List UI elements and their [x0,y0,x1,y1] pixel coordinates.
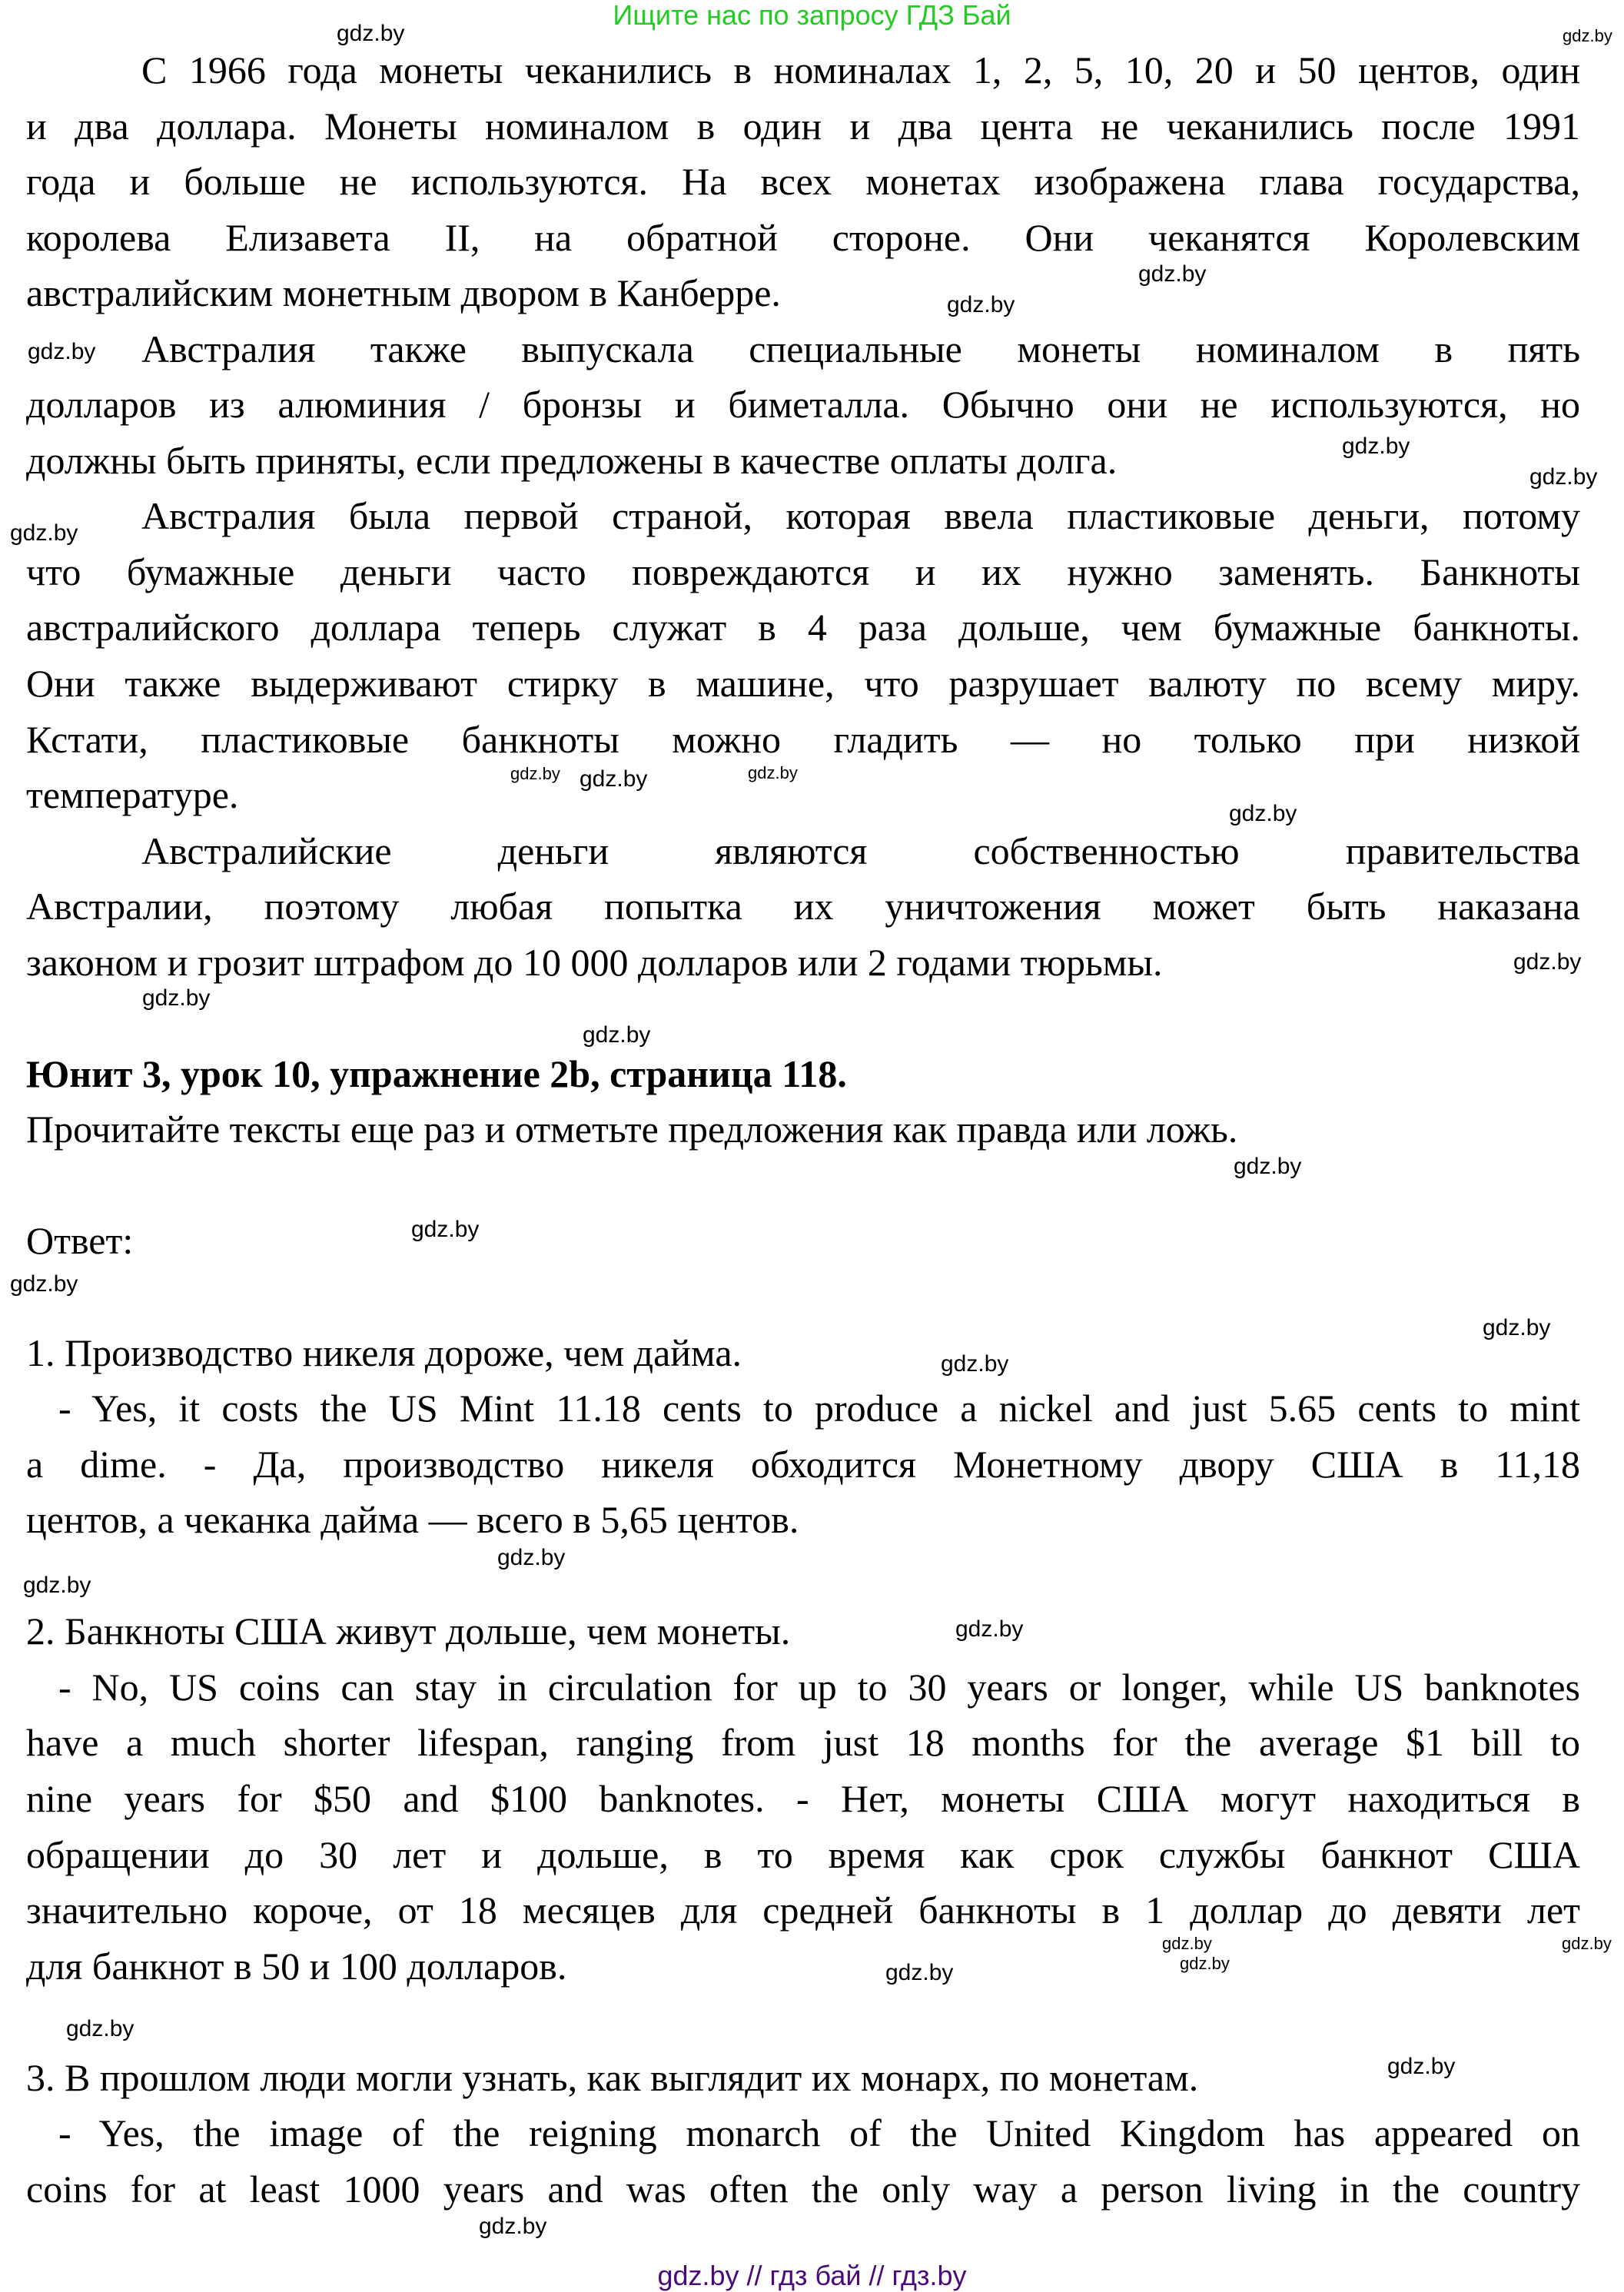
question-line: 1. Производство никеля дороже, чем дайма. [26,1330,742,1374]
answer-item-3 [26,2050,1580,2217]
watermark: gdz.by [1234,1154,1302,1179]
watermark: gdz.by [28,339,96,364]
text-line: Австралия была первой страной, которая ввела пластиковые деньги, потому [141,494,1580,538]
answer-label: Ответ: [26,1219,134,1263]
text-line: - Yes, the image of the reigning monarch of the United Kingdom has appeared on [58,2111,1580,2155]
watermark: gdz.by [1529,464,1598,490]
watermark: gdz.by [510,764,560,783]
question-line: 3. В прошлом люди могли узнать, как выглядит их монарх, по монетам. [26,2055,1199,2099]
watermark: gdz.by [411,1217,480,1242]
text-line: nine years for $50 and $100 banknotes. - Нет, монеты США могут находиться в [26,1776,1580,1820]
watermark: gdz.by [1138,261,1207,287]
watermark: gdz.by [748,763,798,782]
text-line: года и больше не используются. На всех монетах изображена глава государства, [26,160,1580,204]
watermark: gdz.by [497,1545,566,1570]
footer-links[interactable]: gdz.by // гдз бай // гдз.by [657,2260,967,2291]
text-line: австралийским монетным двором в Канберре. [26,271,781,315]
document-body [26,42,1580,2217]
text-line: С 1966 года монеты чеканились в номиналах 1, 2, 5, 10, 20 и 50 центов, один [141,48,1580,91]
search-banner[interactable]: Ищите нас по запросу ГДЗ Бай [613,0,1011,31]
text-line: обращении до 30 лет и дольше, в то время как срок службы банкнот США [26,1832,1580,1876]
watermark: gdz.by [1563,26,1612,45]
watermark: gdz.by [1483,1315,1551,1340]
text-line: Австралия также выпускала специальные монеты номиналом в пять [141,327,1580,370]
watermark: gdz.by [583,1022,651,1048]
text-line: - Yes, it costs the US Mint 11.18 cents to produce a nickel and just 5.65 cents to mint [58,1387,1580,1430]
text-line: - No, US coins can stay in circulation for up to 30 years or longer, while US banknotes [58,1665,1580,1709]
watermark: gdz.by [1229,801,1297,826]
text-line: что бумажные деньги часто повреждаются и их нужно заменять. Банкноты [26,550,1580,593]
text-line: Они также выдерживают стирку в машине, что разрушает валюту по всему миру. [26,662,1580,706]
text-line: королева Елизавета II, на обратной стороне. Они чеканятся Королевским [26,215,1580,259]
watermark: gdz.by [66,2016,135,2041]
watermark: gdz.by [337,21,405,46]
watermark: gdz.by [885,1960,954,1985]
paragraph-plastic-money [26,488,1580,822]
paragraph-government-property [26,823,1580,991]
watermark: gdz.by [1562,1934,1612,1953]
watermark: gdz.by [580,766,648,792]
text-line: должны быть приняты, если предложены в качестве оплаты долга. [26,438,1118,482]
text-line: австралийского доллара теперь служат в 4 раза дольше, чем бумажные банкноты. [26,606,1580,649]
text-line: для банкнот в 50 и 100 долларов. [26,1944,567,1988]
text-line: coins for at least 1000 years and was often the only way a person living in the country [26,2167,1580,2211]
text-line: have a much shorter lifespan, ranging from just 18 months for the average $1 bill to [26,1721,1580,1765]
text-line: Австралии, поэтому любая попытка их уничтожения может быть наказана [26,885,1580,928]
text-line: значительно короче, от 18 месяцев для средней банкноты в 1 доллар до девяти лет [26,1888,1580,1932]
watermark: gdz.by [479,2214,547,2239]
text-line: и два доллара. Монеты номиналом в один и два цента не чеканились после 1991 [26,104,1580,148]
text-line: законом и грозит штрафом до 10 000 долларов или 2 годами тюрьмы. [26,940,1163,984]
text-line: центов, а чеканка дайма — всего в 5,65 центов. [26,1498,799,1542]
answer-item-1 [26,1325,1580,1548]
watermark: gdz.by [142,985,211,1011]
answer-item-2 [26,1603,1580,1994]
text-line: температуре. [26,773,239,817]
watermark: gdz.by [1387,2054,1456,2079]
question-line: 2. Банкноты США живут дольше, чем монеты. [26,1609,791,1653]
watermark: gdz.by [1180,1954,1230,1973]
watermark: gdz.by [10,1271,78,1297]
watermark: gdz.by [941,1351,1009,1377]
exercise-heading: Юнит 3, урок 10, упражнение 2b, страница 118. [26,1051,847,1095]
text-line: Кстати, пластиковые банкноты можно гладить — но только при низкой [26,717,1580,761]
watermark: gdz.by [947,292,1015,317]
watermark: gdz.by [1513,949,1582,975]
watermark: gdz.by [1162,1934,1212,1953]
watermark: gdz.by [23,1573,91,1598]
watermark: gdz.by [955,1616,1024,1642]
text-line: Австралийские деньги являются собственностью правительства [141,829,1580,872]
watermark: gdz.by [1342,433,1410,459]
paragraph-coins [26,42,1580,321]
text-line: a dime. - Да, производство никеля обходится Монетному двору США в 11,18 [26,1442,1580,1486]
exercise-instruction: Прочитайте тексты еще раз и отметьте предложения как правда или ложь. [26,1108,1238,1151]
paragraph-special-coins [26,321,1580,489]
watermark: gdz.by [10,520,78,546]
text-line: долларов из алюминия / бронзы и биметалла. Обычно они не используются, но [26,383,1580,427]
